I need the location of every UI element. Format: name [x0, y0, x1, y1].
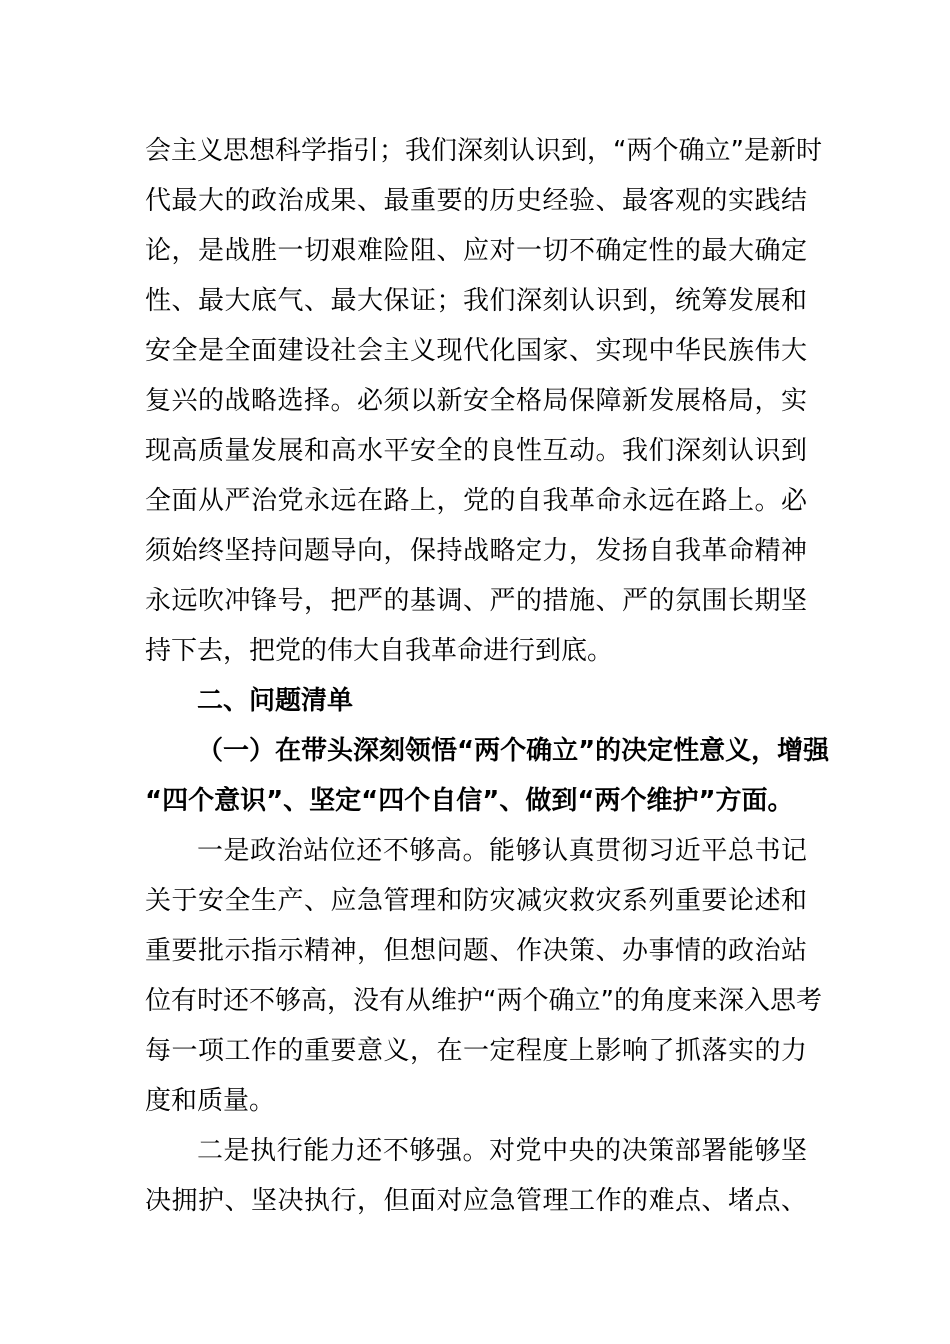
body-text-line: 现高质量发展和高水平安全的良性互动。我们深刻认识到: [145, 436, 807, 466]
section-heading: 二、问题清单: [197, 686, 354, 716]
body-text-line: 须始终坚持问题导向，保持战略定力，发扬自我革命精神: [145, 536, 807, 566]
body-text-line: 复兴的战略选择。必须以新安全格局保障新发展格局，实: [145, 386, 807, 416]
body-text-line: 会主义思想科学指引；我们深刻认识到，“两个确立”是新时: [145, 136, 822, 166]
body-text-line: 论，是战胜一切艰难险阻、应对一切不确定性的最大确定: [145, 236, 807, 266]
subsection-heading-line: “四个意识”、坚定“四个自信”、做到“两个维护”方面。: [145, 786, 794, 816]
point-two-line: 二是执行能力还不够强。对党中央的决策部署能够坚: [197, 1136, 807, 1166]
point-two-line: 决拥护、坚决执行，但面对应急管理工作的难点、堵点、: [145, 1186, 807, 1216]
body-text-line: 安全是全面建设社会主义现代化国家、实现中华民族伟大: [145, 336, 807, 366]
point-one-line: 一是政治站位还不够高。能够认真贯彻习近平总书记: [197, 836, 807, 866]
body-text-line: 全面从严治党永远在路上，党的自我革命永远在路上。必: [145, 486, 807, 516]
point-one-line: 重要批示指示精神，但想问题、作决策、办事情的政治站: [145, 936, 807, 966]
point-one-line: 位有时还不够高，没有从维护“两个确立”的角度来深入思考: [145, 986, 822, 1016]
subsection-heading-line: （一）在带头深刻领悟“两个确立”的决定性意义，增强: [197, 736, 830, 766]
point-one-line: 每一项工作的重要意义，在一定程度上影响了抓落实的力: [145, 1036, 807, 1066]
point-one-line: 关于安全生产、应急管理和防灾减灾救灾系列重要论述和: [145, 886, 807, 916]
body-text-line: 代最大的政治成果、最重要的历史经验、最客观的实践结: [145, 186, 807, 216]
body-text-line: 永远吹冲锋号，把严的基调、严的措施、严的氛围长期坚: [145, 586, 807, 616]
point-one-line: 度和质量。: [145, 1086, 276, 1116]
body-text-line: 性、最大底气、最大保证；我们深刻认识到，统筹发展和: [145, 286, 807, 316]
body-text-line: 持下去，把党的伟大自我革命进行到底。: [145, 636, 614, 666]
